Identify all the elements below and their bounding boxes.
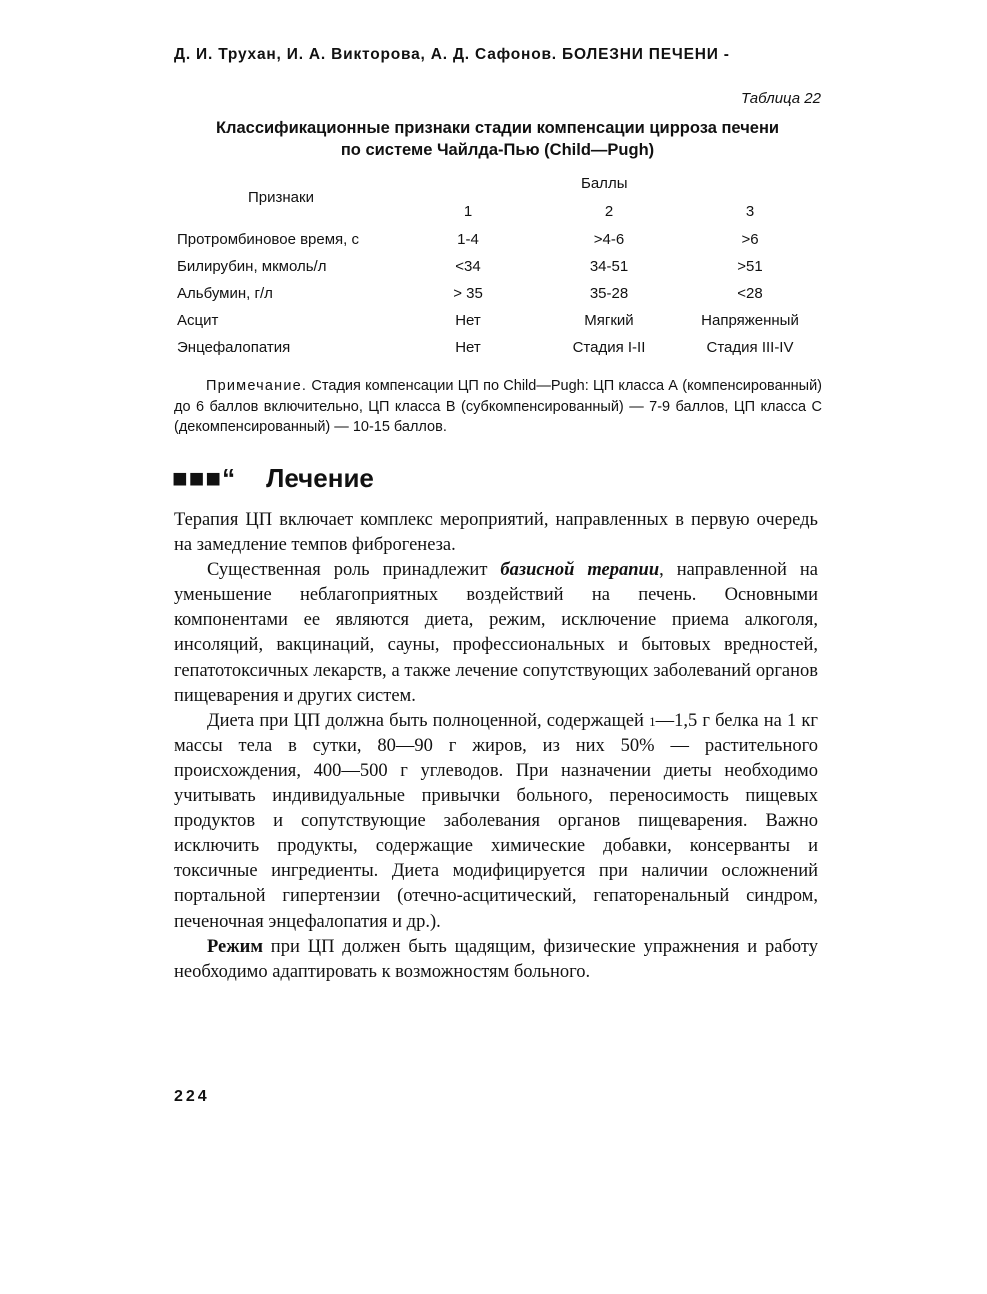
emphasis-regime: Режим: [207, 936, 263, 957]
page-number: 224: [174, 1088, 210, 1105]
paragraph-text: —1,5 г белка на 1 кг массы тела в сутки, 80—90 г жиров, из них 50% — растительного происхождения, 400—500 г углеводов. При назначении диеты необходимо учитывать индивидуальные привычки больного, переносимость пищевых продуктов и сопутствующие заболевания органов пищеварения. Важно исключить продукты, содержащие химические добавки, консерванты и токсичные ингредиенты. Диета модифицируется при наличии осложнений портальной гипертензии (отечно-асцитический, гепаторенальный синдром, печеночная энцефалопатия и др.).: [174, 710, 819, 932]
cell-value: Стадия III-IV: [706, 339, 794, 356]
paragraph: [174, 558, 818, 709]
points-header-1: 1: [463, 203, 473, 220]
section-heading: [172, 463, 374, 494]
paragraph: [174, 709, 818, 935]
cell-value: >51: [737, 258, 763, 275]
cell-value: Нет: [455, 339, 481, 356]
cell-value: >6: [741, 231, 759, 248]
cell-value: Нет: [455, 312, 481, 329]
cell-value: Напряженный: [701, 312, 799, 329]
paragraph-text: , направленной на уменьшение неблагоприятных воздействий на печень. Основными компонентами ее являются диета, режим, исключение приема алкоголя, инсоляций, вакцинаций, сауны, профессиональных и бытовых вредностей, гепатотоксичных лекарств, а также лечение сопутствующих заболеваний органов пищеварения и других систем.: [174, 560, 818, 706]
note-lead: Примечание.: [206, 378, 308, 394]
col-header-points: Баллы: [581, 175, 628, 192]
table-caption-line-2: по системе Чайлда-Пью (Child—Pugh): [340, 141, 655, 159]
paragraph-text: Диета при ЦП должна быть полноценной, содержащей: [207, 710, 650, 731]
section-marks: ■■■“: [172, 463, 237, 493]
table-caption: [160, 117, 835, 161]
cell-value: 34-51: [589, 258, 629, 275]
points-header-3: 3: [745, 203, 755, 220]
points-header-2: 2: [604, 203, 614, 220]
running-header: Д. И. Трухан, И. А. Викторова, А. Д. Сафонов. БОЛЕЗНИ ПЕЧЕНИ -: [174, 46, 730, 63]
paragraph-text: при ЦП должен быть щадящим, физические упражнения и работу необходимо адаптировать к возможностям больного.: [174, 936, 818, 982]
col-header-features: Признаки: [248, 189, 314, 206]
cell-value: <28: [737, 285, 763, 302]
cell-value: Мягкий: [584, 312, 634, 329]
table-note: [174, 376, 822, 438]
cell-value: > 35: [453, 285, 483, 302]
table-caption-line-1: Классификационные признаки стадии компенсации цирроза печени: [215, 119, 780, 137]
row-label: Протромбиновое время, с: [177, 231, 360, 248]
note-text: Стадия компенсации ЦП по Child—Pugh: ЦП класса А (компенсированный) до 6 баллов включительно, ЦП класса В (субкомпенсированный) — 7-9 баллов, ЦП класса С (декомпенсированный) — 10-15 баллов.: [174, 378, 822, 435]
emphasis-basic-therapy: базисной терапии: [500, 560, 660, 581]
small-number: 1: [649, 713, 656, 729]
cell-value: >4-6: [593, 231, 625, 248]
cell-value: 1-4: [457, 231, 479, 248]
row-label: Билирубин, мкмоль/л: [177, 258, 327, 275]
row-label: Альбумин, г/л: [177, 285, 273, 302]
paragraph-text: Существенная роль принадлежит: [207, 560, 501, 581]
paragraph: Терапия ЦП включает комплекс мероприятий, направленных в первую очередь на замедление темпов фиброгенеза.: [174, 510, 818, 556]
row-label: Энцефалопатия: [177, 339, 291, 356]
row-label: Асцит: [177, 312, 219, 329]
cell-value: <34: [455, 258, 481, 275]
paragraph: [174, 935, 818, 985]
cell-value: Стадия I-II: [572, 339, 646, 356]
section-title: Лечение: [266, 463, 374, 493]
body-text: [174, 508, 818, 985]
table-label: Таблица 22: [740, 90, 821, 107]
cell-value: 35-28: [589, 285, 629, 302]
